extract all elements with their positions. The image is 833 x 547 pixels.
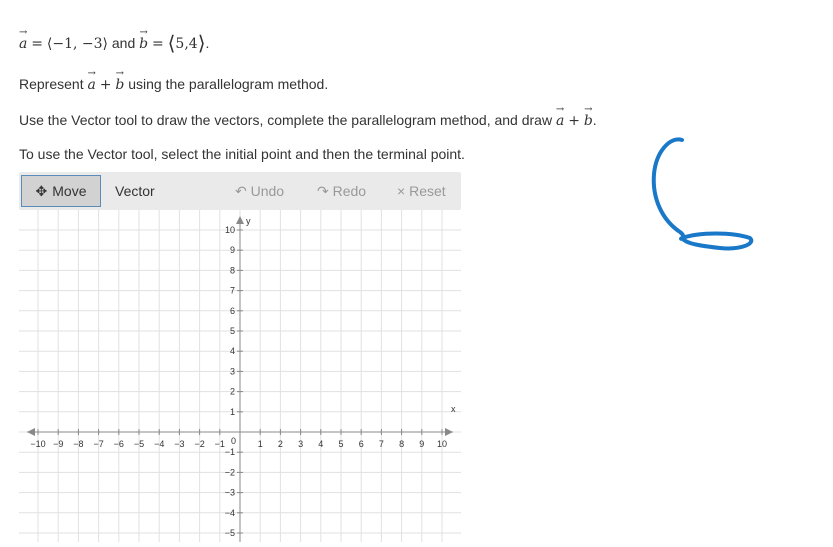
vector-a-symbol: → a xyxy=(87,77,95,93)
y-tick-label: 8 xyxy=(229,265,235,276)
y-tick-label: 9 xyxy=(229,245,235,256)
y-tick-label: −2 xyxy=(224,467,235,478)
x-tick-label: −9 xyxy=(53,439,64,449)
y-tick-label: −5 xyxy=(224,528,235,538)
x-tick-label: −7 xyxy=(93,439,104,449)
undo-icon: ↶ xyxy=(235,183,247,199)
redo-icon: ↷ xyxy=(317,183,329,199)
instruction-tool-usage xyxy=(19,146,465,162)
y-tick-label: 3 xyxy=(229,366,235,377)
tool-usage-text: To use the Vector tool, select the initial point and then the terminal point. xyxy=(19,146,465,162)
redo-button[interactable] xyxy=(317,183,366,200)
vector-a-symbol: → a xyxy=(19,36,27,52)
move-tool-button[interactable] xyxy=(21,175,101,207)
plus-sign: + xyxy=(99,77,112,93)
period: . xyxy=(592,112,597,128)
reset-label: Reset xyxy=(409,183,446,199)
use-tool-text: Use the Vector tool to draw the vectors, complete the parallelogram method, and draw xyxy=(19,112,553,128)
graph-toolbar xyxy=(19,172,461,210)
vector-b-value: 5,4 xyxy=(175,36,198,52)
x-tick-label: −4 xyxy=(154,439,165,449)
y-tick-label: −1 xyxy=(224,447,235,458)
method-text: using the parallelogram method. xyxy=(128,76,329,92)
move-icon: ✥ xyxy=(35,182,48,199)
angle-open: ⟨ xyxy=(167,31,176,55)
x-tick-label: −1 xyxy=(214,439,225,449)
x-axis-label: x xyxy=(451,404,456,414)
y-tick-label: 1 xyxy=(229,406,235,417)
y-tick-label: −4 xyxy=(224,507,235,518)
reset-button[interactable] xyxy=(397,183,446,199)
x-tick-label: 6 xyxy=(358,439,364,449)
graph-canvas[interactable] xyxy=(19,210,461,542)
vector-a-value: ⟨−1, −3⟩ xyxy=(46,36,108,52)
undo-label: Undo xyxy=(250,183,285,199)
coordinate-graph[interactable] xyxy=(19,210,461,542)
x-tick-label: 9 xyxy=(419,439,425,449)
represent-text: Represent xyxy=(19,76,84,92)
x-tick-label: −5 xyxy=(133,439,145,449)
y-tick-label: 10 xyxy=(224,225,235,235)
angle-close: ⟩ xyxy=(197,31,206,55)
x-tick-label: 1 xyxy=(257,439,263,449)
y-tick-label: 2 xyxy=(229,386,235,397)
plus-sign: + xyxy=(568,113,580,129)
x-axis-arrow-left xyxy=(27,428,35,436)
x-tick-label: 7 xyxy=(378,439,384,449)
equals-sign-2: = xyxy=(151,36,164,52)
vector-tool-button[interactable] xyxy=(115,175,155,207)
move-label: Move xyxy=(52,183,87,199)
x-tick-label: 4 xyxy=(318,439,324,449)
x-tick-label: −3 xyxy=(174,439,185,449)
x-tick-label: 10 xyxy=(436,439,448,449)
y-tick-label: −3 xyxy=(224,487,235,498)
vector-b-symbol: → b xyxy=(139,36,148,52)
x-tick-label: −6 xyxy=(113,439,124,449)
x-tick-label: 8 xyxy=(399,439,405,449)
redo-label: Redo xyxy=(332,183,367,199)
y-tick-label: 5 xyxy=(229,326,235,336)
equals-sign: = xyxy=(31,36,43,52)
x-tick-label: 3 xyxy=(298,439,304,449)
vector-b-symbol: → b xyxy=(115,77,124,93)
instruction-represent xyxy=(19,76,328,93)
and-text: and xyxy=(111,35,136,51)
origin-label: 0 xyxy=(230,436,236,446)
x-tick-label: −8 xyxy=(73,439,84,449)
reset-icon: × xyxy=(397,183,406,199)
x-axis-arrow-right xyxy=(445,428,453,436)
problem-statement-vectors xyxy=(19,31,209,55)
vector-b-symbol: → b xyxy=(584,113,593,129)
y-axis-arrow-up xyxy=(236,216,244,224)
y-tick-label: 6 xyxy=(229,305,235,316)
y-tick-label: 7 xyxy=(229,285,235,296)
undo-button[interactable] xyxy=(235,183,284,200)
x-tick-label: −10 xyxy=(30,439,46,449)
period: . xyxy=(205,35,210,51)
instruction-use-vector-tool xyxy=(19,112,597,129)
y-axis-label: y xyxy=(246,216,251,226)
x-tick-label: 2 xyxy=(277,439,283,449)
handwritten-ink-scribble xyxy=(640,128,760,258)
vector-a-symbol: → a xyxy=(556,113,564,129)
y-tick-label: 4 xyxy=(229,346,235,357)
vector-label: Vector xyxy=(115,183,155,199)
x-tick-label: 5 xyxy=(338,439,344,449)
x-tick-label: −2 xyxy=(194,439,205,449)
